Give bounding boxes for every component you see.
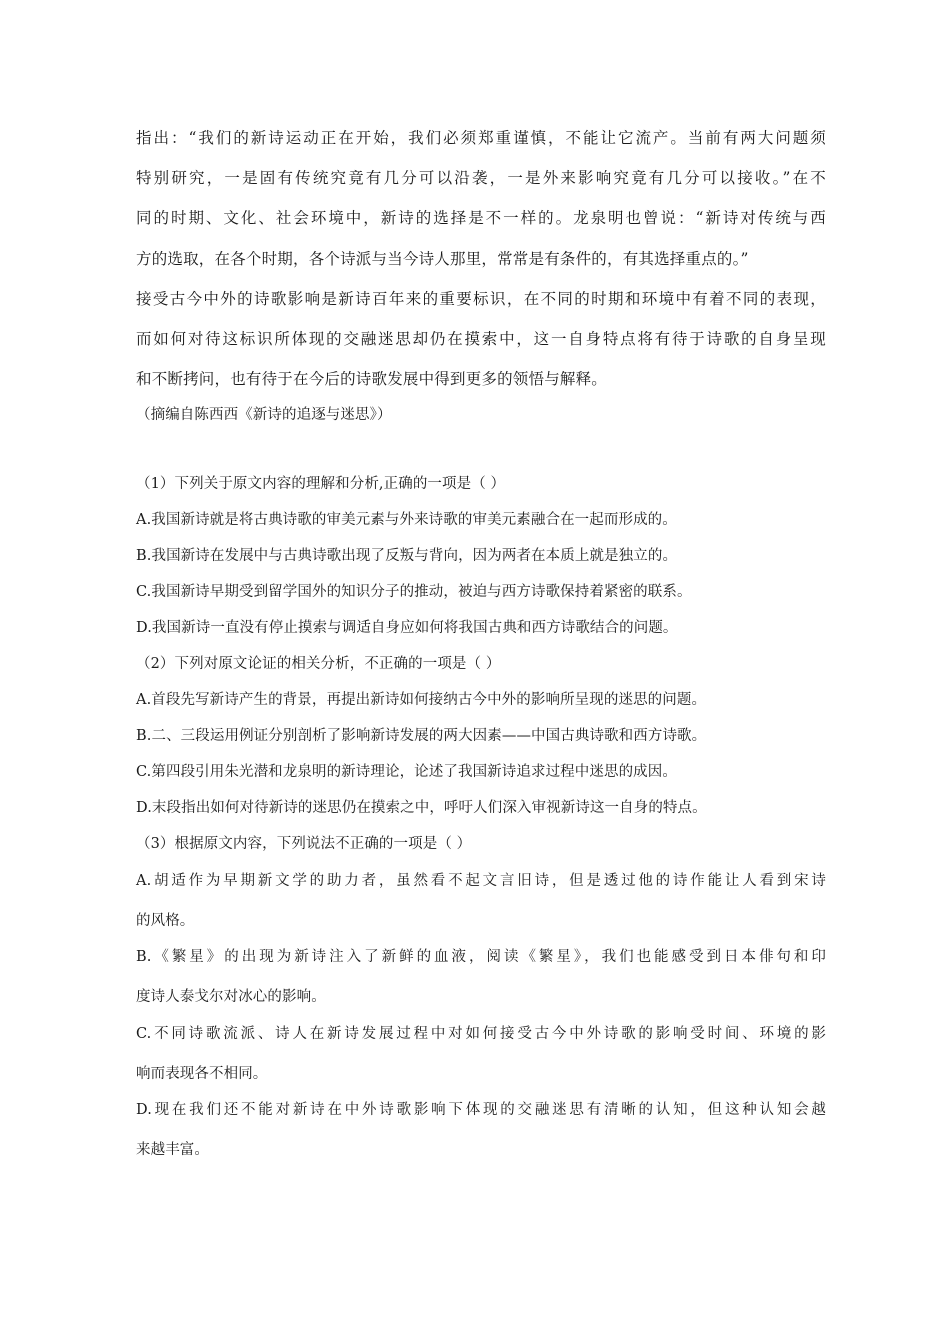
question-stem: （1）下列关于原文内容的理解和分析,正确的一项是（ ） bbox=[136, 476, 506, 492]
passage-source: （摘编自陈西西《新诗的追逐与迷思》） bbox=[136, 407, 392, 423]
question-option-continued: 来越丰富。 bbox=[136, 1142, 209, 1158]
question-option: A.我国新诗就是将古典诗歌的审美元素与外来诗歌的审美元素融合在一起而形成的。 bbox=[136, 512, 677, 528]
question-option-continued: 响而表现各不相同。 bbox=[136, 1066, 268, 1082]
question-option: C.不同诗歌流派、诗人在新诗发展过程中对如何接受古今中外诗歌的影响受时间、环境的影 bbox=[136, 1026, 826, 1042]
question-option: C.我国新诗早期受到留学国外的知识分子的推动，被迫与西方诗歌保持着紧密的联系。 bbox=[136, 584, 692, 600]
passage-line: 特别研究，一是固有传统究竟有几分可以沿袭，一是外来影响究竟有几分可以接收。”在不 bbox=[136, 169, 826, 187]
question-option: D.末段指出如何对待新诗的迷思仍在摸索之中，呼吁人们深入审视新诗这一自身的特点。 bbox=[136, 800, 707, 816]
question-option: D.现在我们还不能对新诗在中外诗歌影响下体现的交融迷思有清晰的认知，但这种认知会越 bbox=[136, 1102, 826, 1118]
passage-line: 和不断拷问，也有待于在今后的诗歌发展中得到更多的领悟与解释。 bbox=[136, 370, 608, 388]
passage-line: 接受古今中外的诗歌影响是新诗百年来的重要标识，在不同的时期和环境中有着不同的表现， bbox=[136, 290, 826, 308]
question-option-continued: 度诗人泰戈尔对冰心的影响。 bbox=[136, 989, 326, 1005]
passage-line: 同的时期、文化、社会环境中，新诗的选择是不一样的。龙泉明也曾说：“新诗对传统与西 bbox=[136, 209, 826, 227]
passage-line: 而如何对待这标识所体现的交融迷思却仍在摸索中，这一自身特点将有待于诗歌的自身呈现 bbox=[136, 330, 826, 348]
question-stem: （2）下列对原文论证的相关分析，不正确的一项是（ ） bbox=[136, 656, 501, 672]
passage-line: 指出：“我们的新诗运动正在开始，我们必须郑重谨慎，不能让它流产。当前有两大问题须 bbox=[136, 129, 826, 147]
question-stem: （3）根据原文内容，下列说法不正确的一项是（ ） bbox=[136, 836, 472, 852]
question-option: A.胡适作为早期新文学的助力者，虽然看不起文言旧诗，但是透过他的诗作能让人看到宋诗 bbox=[136, 873, 826, 889]
question-option: A.首段先写新诗产生的背景，再提出新诗如何接纳古今中外的影响所呈现的迷思的问题。 bbox=[136, 692, 707, 708]
question-option: B.我国新诗在发展中与古典诗歌出现了反叛与背向，因为两者在本质上就是独立的。 bbox=[136, 548, 678, 564]
question-option-continued: 的风格。 bbox=[136, 913, 195, 929]
question-option: B.《繁星》的出现为新诗注入了新鲜的血液，阅读《繁星》，我们也能感受到日本俳句和印 bbox=[136, 949, 826, 965]
question-option: B.二、三段运用例证分别剖析了影响新诗发展的两大因素——中国古典诗歌和西方诗歌。 bbox=[136, 728, 707, 744]
question-option: C.第四段引用朱光潜和龙泉明的新诗理论，论述了我国新诗追求过程中迷思的成因。 bbox=[136, 764, 677, 780]
question-option: D.我国新诗一直没有停止摸索与调适自身应如何将我国古典和西方诗歌结合的问题。 bbox=[136, 620, 678, 636]
passage-line: 方的选取，在各个时期，各个诗派与当今诗人那里，常常是有条件的，有其选择重点的。” bbox=[136, 250, 749, 268]
